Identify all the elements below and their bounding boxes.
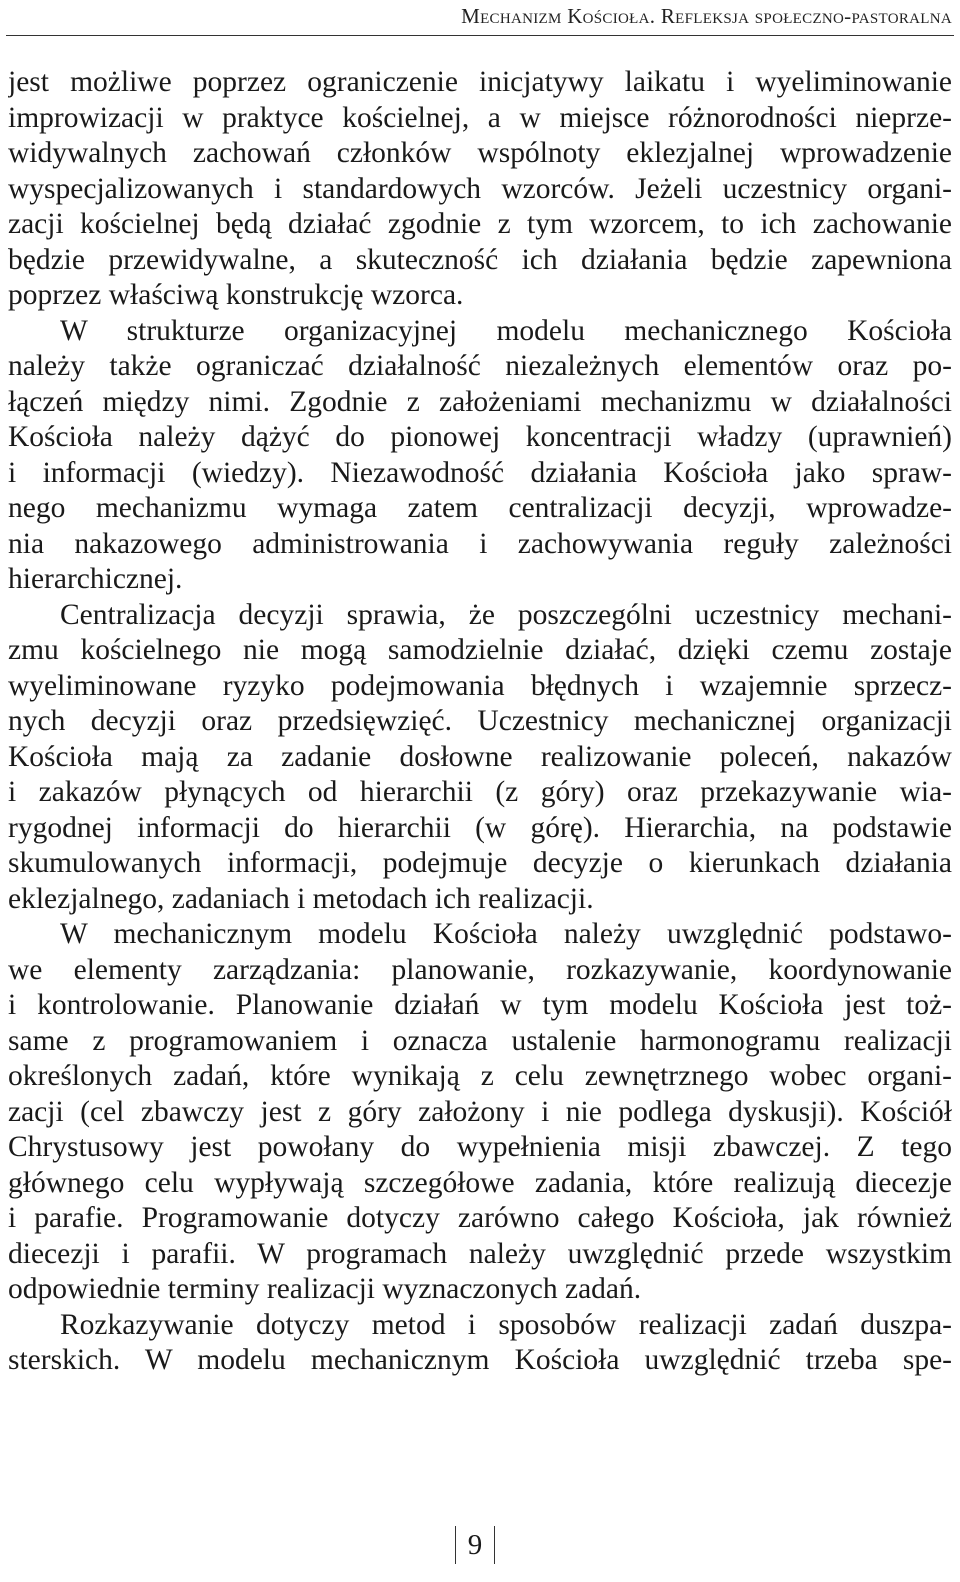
text-line: poprzez właściwą konstrukcję wzorca. (8, 279, 464, 311)
text-line: W strukturze organizacyjnej modelu mechanicznego Kościoła (60, 314, 952, 347)
text-line: sterskich. W modelu mechanicznym Kościoła uwzględnić trzeba spe- (8, 1344, 952, 1376)
text-line: wyspecjalizowanych i standardowych wzorców. Jeżeli uczestnicy organi- (8, 172, 952, 205)
text-line: jest możliwe poprzez ograniczenie inicjatywy laikatu i wyeliminowanie (8, 66, 952, 98)
header-rule (6, 35, 954, 36)
text-line: określonych zadań, które wynikają z celu zewnętrznego wobec organi- (8, 1060, 952, 1092)
text-line: skumulowanych informacji, podejmuje decyzje o kierunkach działania (8, 847, 952, 879)
text-line: Kościoła należy dążyć do pionowej koncentracji władzy (uprawnień) (8, 421, 952, 453)
text-line: nego mechanizmu wymaga zatem centralizacji decyzji, wprowadze- (8, 492, 952, 524)
page-number-box (455, 1526, 495, 1564)
text-line: zacji (cel zbawczy jest z góry założony i nie podlega dyskusji). Kościół (8, 1095, 952, 1128)
text-line: Chrystusowy jest powołany do wypełnienia misji zbawczej. Z tego (8, 1131, 952, 1163)
text-line: wyeliminowane ryzyko podejmowania błędnych i wzajemnie sprzecz- (8, 669, 952, 702)
text-line: hierarchicznej. (8, 563, 183, 595)
running-header: Mechanizm Kościoła. Refleksja społeczno-pastoralna (461, 4, 952, 28)
text-line: nia nakazowego administrowania i zachowywania reguły zależności (8, 527, 952, 560)
text-line: i kontrolowanie. Planowanie działań w tym modelu Kościoła jest toż- (8, 989, 952, 1021)
text-line: i zakazów płynących od hierarchii (z góry) oraz przekazywanie wia- (8, 776, 952, 808)
text-line: będzie przewidywalne, a skuteczność ich działania będzie zapewniona (8, 243, 952, 276)
text-line: eklezjalnego, zadaniach i metodach ich realizacji. (8, 882, 594, 915)
text-line: diecezji i parafii. W programach należy uwzględnić przede wszystkim (8, 1237, 952, 1270)
text-line: improwizacji w praktyce kościelnej, a w miejsce różnorodności nieprze- (8, 101, 952, 134)
text-line: nych decyzji oraz przedsięwzięć. Uczestnicy mechanicznej organizacji (8, 705, 952, 737)
text-line: rygodnej informacji do hierarchii (w górę). Hierarchia, na podstawie (8, 811, 952, 844)
text-line: W mechanicznym modelu Kościoła należy uwzględnić podstawo- (60, 918, 952, 950)
text-line: zacji kościelnej będą działać zgodnie z tym wzorcem, to ich zachowanie (8, 208, 952, 240)
text-line: odpowiednie terminy realizacji wyznaczonych zadań. (8, 1273, 642, 1305)
text-line: Centralizacja decyzji sprawia, że poszczególni uczestnicy mechani- (60, 598, 952, 631)
text-line: same z programowaniem i oznacza ustalenie harmonogramu realizacji (8, 1024, 952, 1057)
text-line: głównego celu wypływają szczegółowe zadania, które realizują diecezje (8, 1166, 952, 1199)
text-line: należy także ograniczać działalność niezależnych elementów oraz po- (8, 350, 952, 382)
text-line: Rozkazywanie dotyczy metod i sposobów realizacji zadań duszpa- (60, 1308, 952, 1341)
text-line: Kościoła mają za zadanie dosłowne realizowanie poleceń, nakazów (8, 740, 952, 773)
text-line: i informacji (wiedzy). Niezawodność działania Kościoła jako spraw- (8, 456, 952, 489)
page-number: 9 (467, 1529, 483, 1561)
text-line: widywalnych zachowań członków wspólnoty eklezjalnej wprowadzenie (8, 137, 952, 169)
page-number-right-bar (494, 1526, 495, 1564)
text-line: we elementy zarządzania: planowanie, rozkazywanie, koordynowanie (8, 953, 952, 986)
text-line: łączeń między nimi. Zgodnie z założeniami mechanizmu w działalności (8, 385, 952, 418)
text-line: zmu kościelnego nie mogą samodzielnie działać, dzięki czemu zostaje (8, 634, 952, 666)
text-line: i parafie. Programowanie dotyczy zarówno całego Kościoła, jak również (8, 1202, 952, 1234)
body-text (8, 65, 952, 1379)
